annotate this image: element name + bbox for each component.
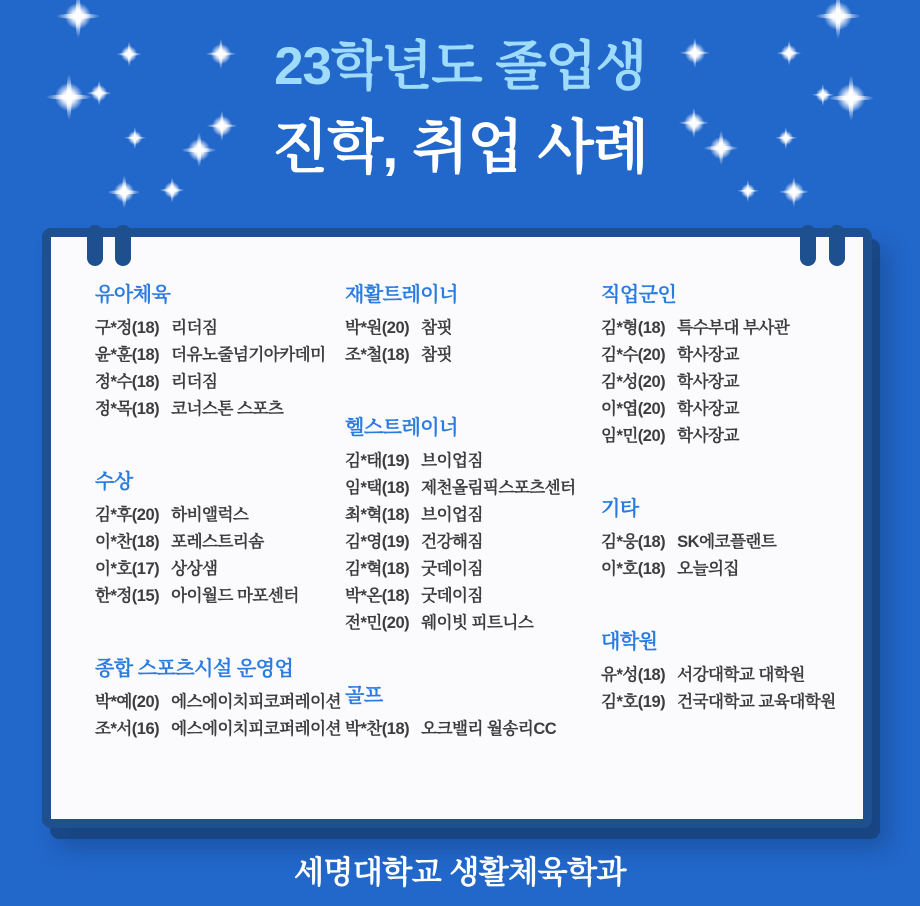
graduate-destination: 웨이빗 피트니스 [421, 614, 534, 632]
category-heading: 기타 [601, 498, 639, 520]
graduate-entry [345, 342, 601, 369]
graduate-destination: 학사장교 [677, 400, 739, 418]
graduate-entry [601, 342, 847, 369]
graduate-name: 구*정(18) [95, 319, 160, 337]
content-card [42, 228, 872, 828]
graduate-name: 유*성(18) [601, 666, 666, 684]
category-section [95, 282, 345, 423]
column-2 [345, 282, 601, 819]
graduate-entry [601, 529, 847, 556]
graduate-entry [601, 396, 847, 423]
category-heading: 대학원 [601, 631, 658, 653]
graduate-name: 김*웅(18) [601, 533, 666, 551]
graduate-destination: 리더짐 [171, 319, 218, 337]
graduate-destination: 굿데이짐 [421, 560, 483, 578]
graduate-destination: 건강해짐 [421, 533, 483, 551]
quote-pin-icon [115, 225, 131, 266]
graduate-entry [601, 315, 847, 342]
graduate-name: 윤*훈(18) [95, 346, 160, 364]
graduate-entry [601, 556, 847, 583]
graduate-entry [95, 583, 345, 610]
category-heading: 종합 스포츠시설 운영업 [95, 658, 294, 680]
graduate-destination: 아이월드 마포센터 [171, 587, 299, 605]
category-heading: 직업군인 [601, 284, 677, 306]
category-section [345, 683, 601, 743]
graduate-name: 김*호(19) [601, 693, 666, 711]
graduate-entry [601, 423, 847, 450]
graduate-entry [345, 315, 601, 342]
sparkle-icon [816, 0, 860, 38]
graduate-entry [345, 529, 601, 556]
graduate-name: 정*수(18) [95, 373, 160, 391]
graduate-entry [345, 583, 601, 610]
graduate-entry [95, 689, 345, 716]
sparkle-icon [108, 176, 140, 208]
graduate-name: 박*원(20) [345, 319, 410, 337]
graduate-name: 박*예(20) [95, 693, 160, 711]
graduate-name: 김*수(20) [601, 346, 666, 364]
graduate-entry [601, 662, 847, 689]
graduate-entry [95, 502, 345, 529]
graduate-destination: 포레스트리솜 [171, 533, 264, 551]
graduate-entry [95, 315, 345, 342]
entry-list [601, 529, 847, 583]
card-columns [51, 237, 863, 819]
hero-header [0, 38, 920, 180]
category-section [95, 469, 345, 610]
graduate-destination: 특수부대 부사관 [677, 319, 790, 337]
graduate-name: 김*후(20) [95, 506, 160, 524]
graduate-entry [601, 369, 847, 396]
graduate-destination: 코너스톤 스포츠 [171, 400, 284, 418]
graduate-destination: 브이업짐 [421, 506, 483, 524]
graduate-entry [601, 689, 847, 716]
graduate-entry [345, 502, 601, 529]
entry-list [601, 662, 847, 716]
graduate-name: 조*서(16) [95, 720, 160, 738]
quote-pin-icon [87, 225, 103, 266]
graduate-destination: 참핏 [421, 346, 453, 364]
graduate-name: 박*온(18) [345, 587, 410, 605]
graduate-name: 김*태(19) [345, 452, 410, 470]
graduate-destination: 건국대학교 교육대학원 [677, 693, 836, 711]
graduate-destination: 하비앨럭스 [171, 506, 249, 524]
graduate-destination: 학사장교 [677, 373, 739, 391]
graduate-destination: 리더짐 [171, 373, 218, 391]
entry-list [95, 689, 345, 743]
graduate-entry [95, 529, 345, 556]
entry-list [95, 315, 345, 423]
category-section [601, 282, 847, 450]
category-heading: 재활트레이너 [345, 284, 458, 306]
graduate-destination: 오크밸리 월송리CC [421, 720, 557, 738]
category-heading: 유아체육 [95, 284, 171, 306]
title-line-2: 진학, 취업 사례 [272, 115, 648, 181]
graduate-entry [95, 396, 345, 423]
graduate-name: 최*혁(18) [345, 506, 410, 524]
entry-list [345, 315, 601, 369]
column-1 [95, 282, 345, 819]
graduate-name: 정*목(18) [95, 400, 160, 418]
graduate-destination: 에스에이치피코퍼레이션 [171, 693, 341, 711]
graduate-destination: 서강대학교 대학원 [677, 666, 805, 684]
graduate-name: 임*민(20) [601, 427, 666, 445]
graduate-destination: 브이업짐 [421, 452, 483, 470]
graduate-destination: 학사장교 [677, 346, 739, 364]
graduate-destination: 더유노줄넘기아카데미 [171, 346, 326, 364]
graduate-destination: SK에코플랜트 [677, 533, 777, 551]
graduate-name: 김*영(19) [345, 533, 410, 551]
graduate-name: 이*찬(18) [95, 533, 160, 551]
graduate-destination: 학사장교 [677, 427, 739, 445]
graduate-name: 박*찬(18) [345, 720, 410, 738]
graduate-name: 이*호(17) [95, 560, 160, 578]
graduate-name: 임*택(18) [345, 479, 410, 497]
department-footer: 세명대학교 생활체육학과 [293, 855, 627, 890]
sparkle-icon [737, 180, 759, 202]
graduate-destination: 오늘의집 [677, 560, 739, 578]
graduate-entry [345, 610, 601, 637]
graduate-entry [345, 556, 601, 583]
graduate-destination: 굿데이짐 [421, 587, 483, 605]
graduate-entry [95, 556, 345, 583]
sparkle-icon [779, 177, 809, 207]
graduate-entry [345, 716, 601, 743]
graduate-name: 전*민(20) [345, 614, 410, 632]
entry-list [345, 448, 601, 637]
graduate-name: 이*호(18) [601, 560, 666, 578]
entry-list [345, 716, 601, 743]
graduate-entry [345, 448, 601, 475]
graduate-entry [345, 475, 601, 502]
graduate-name: 김*성(20) [601, 373, 666, 391]
column-3 [601, 282, 847, 819]
graduate-destination: 에스에이치피코퍼레이션 [171, 720, 341, 738]
graduate-entry [95, 369, 345, 396]
sparkle-icon [57, 0, 99, 37]
category-section [601, 629, 847, 716]
category-section [601, 496, 847, 583]
graduate-name: 이*엽(20) [601, 400, 666, 418]
quote-pin-icon [800, 225, 816, 266]
category-section [95, 656, 345, 743]
graduate-name: 한*정(15) [95, 587, 160, 605]
graduate-entry [95, 342, 345, 369]
graduate-name: 김*혁(18) [345, 560, 410, 578]
quote-pin-icon [829, 225, 845, 266]
graduate-name: 김*형(18) [601, 319, 666, 337]
entry-list [95, 502, 345, 610]
graduate-destination: 참핏 [421, 319, 453, 337]
category-section [345, 415, 601, 637]
entry-list [601, 315, 847, 450]
graduate-entry [95, 716, 345, 743]
category-heading: 수상 [95, 471, 133, 493]
graduate-name: 조*철(18) [345, 346, 410, 364]
graduate-destination: 상상샘 [171, 560, 218, 578]
graduate-destination: 제천올림픽스포츠센터 [421, 479, 576, 497]
category-section [345, 282, 601, 369]
category-heading: 헬스트레이너 [345, 417, 458, 439]
category-heading: 골프 [345, 685, 383, 707]
title-line-1: 23학년도 졸업생 [274, 37, 646, 96]
sparkle-icon [160, 178, 184, 202]
